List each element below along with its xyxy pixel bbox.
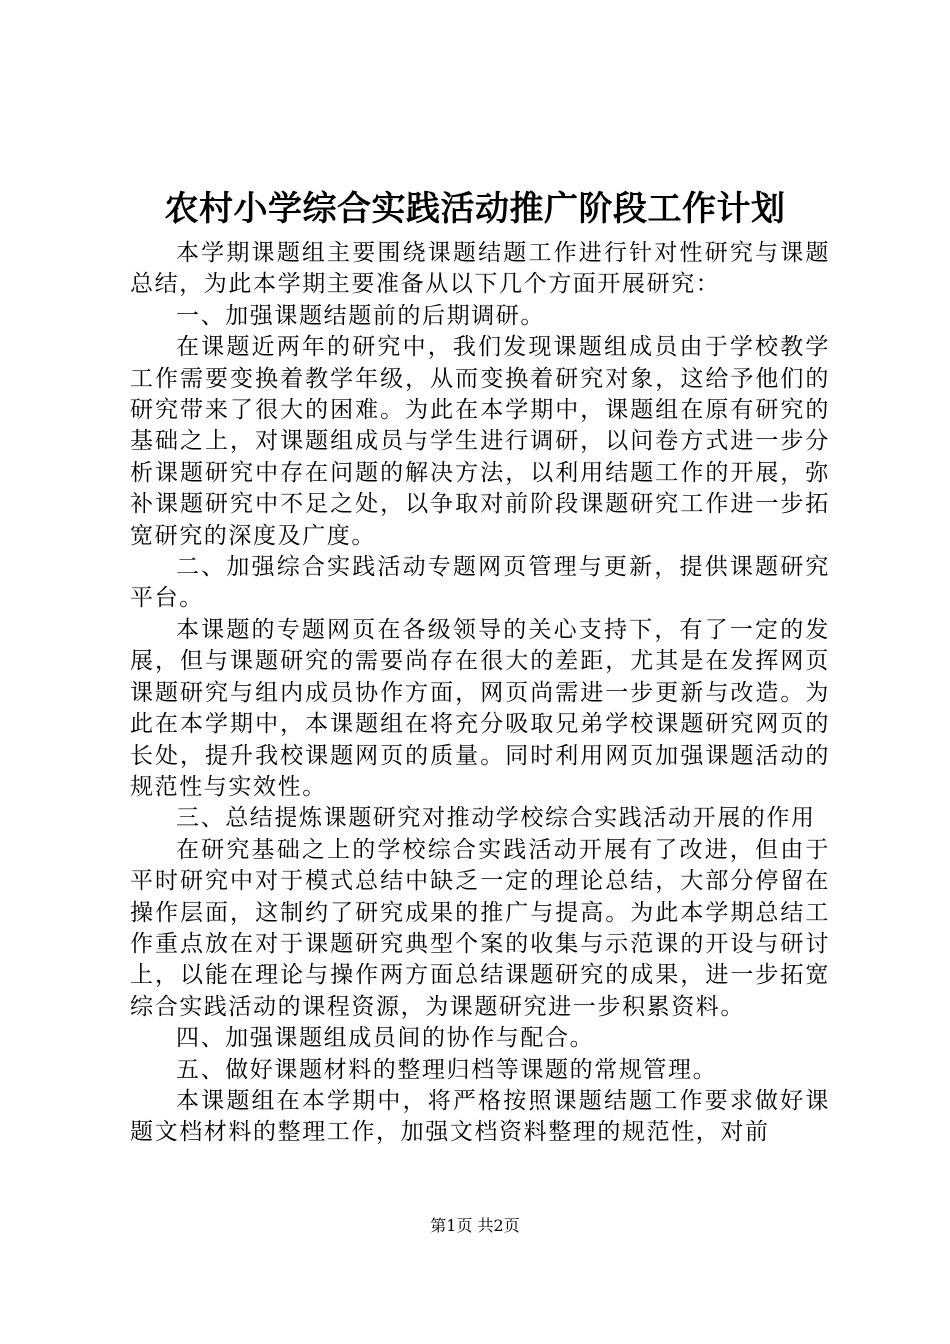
paragraph: 本课题的专题网页在各级领导的关心支持下，有了一定的发展，但与课题研究的需要尚存在很大的差距，尤其是在发挥网页课题研究与组内成员协作方面，网页尚需进一步更新与改造。为此在本学期中，本课题组在将充分吸取兄弟学校课题研究网页的长处，提升我校课题网页的质量。同时利用网页加强课题活动的规范性与实效性。 xyxy=(130,616,830,800)
section-heading: 三、总结提炼课题研究对推动学校综合实践活动开展的作用 xyxy=(176,805,816,832)
section-heading: 二、加强综合实践活动专题网页管理与更新，提供课题研究平台。 xyxy=(130,554,830,612)
paragraph: 在研究基础之上的学校综合实践活动开展有了改进，但由于平时研究中对于模式总结中缺乏一定的理论总结，大部分停留在操作层面，这制约了研究成果的推广与提高。为此本学期总结工作重点放在对于课题研究典型个案的收集与示范课的开设与研讨上，以能在理论与操作两方面总结课题研究的成果，进一步拓宽综合实践活动的课程资源，为课题研究进一步积累资料。 xyxy=(130,836,830,1020)
section-heading: 五、做好课题材料的整理归档等课题的常规管理。 xyxy=(176,1056,718,1083)
section-heading: 四、加强课题组成员间的协作与配合。 xyxy=(176,1025,595,1052)
document-body xyxy=(130,238,830,1149)
page-title: 农村小学综合实践活动推广阶段工作计划 xyxy=(164,189,786,229)
section-heading: 一、加强课题结题前的后期调研。 xyxy=(176,302,545,329)
paragraph: 在课题近两年的研究中，我们发现课题组成员由于学校教学工作需要变换着教学年级，从而变换着研究对象，这给予他们的研究带来了很大的困难。为此在本学期中，课题组在原有研究的基础之上，对课题组成员与学生进行调研，以问卷方式进一步分析课题研究中存在问题的解决方法，以利用结题工作的开展，弥补课题研究中不足之处，以争取对前阶段课题研究工作进一步拓宽研究的深度及广度。 xyxy=(130,334,830,549)
paragraph: 本课题组在本学期中，将严格按照课题结题工作要求做好课题文档材料的整理工作，加强文档资料整理的规范性，对前 xyxy=(130,1087,830,1146)
page-footer: 第1页 共2页 xyxy=(430,1216,520,1235)
paragraph: 本学期课题组主要围绕课题结题工作进行针对性研究与课题总结，为此本学期主要准备从以下几个方面开展研究： xyxy=(130,240,830,298)
